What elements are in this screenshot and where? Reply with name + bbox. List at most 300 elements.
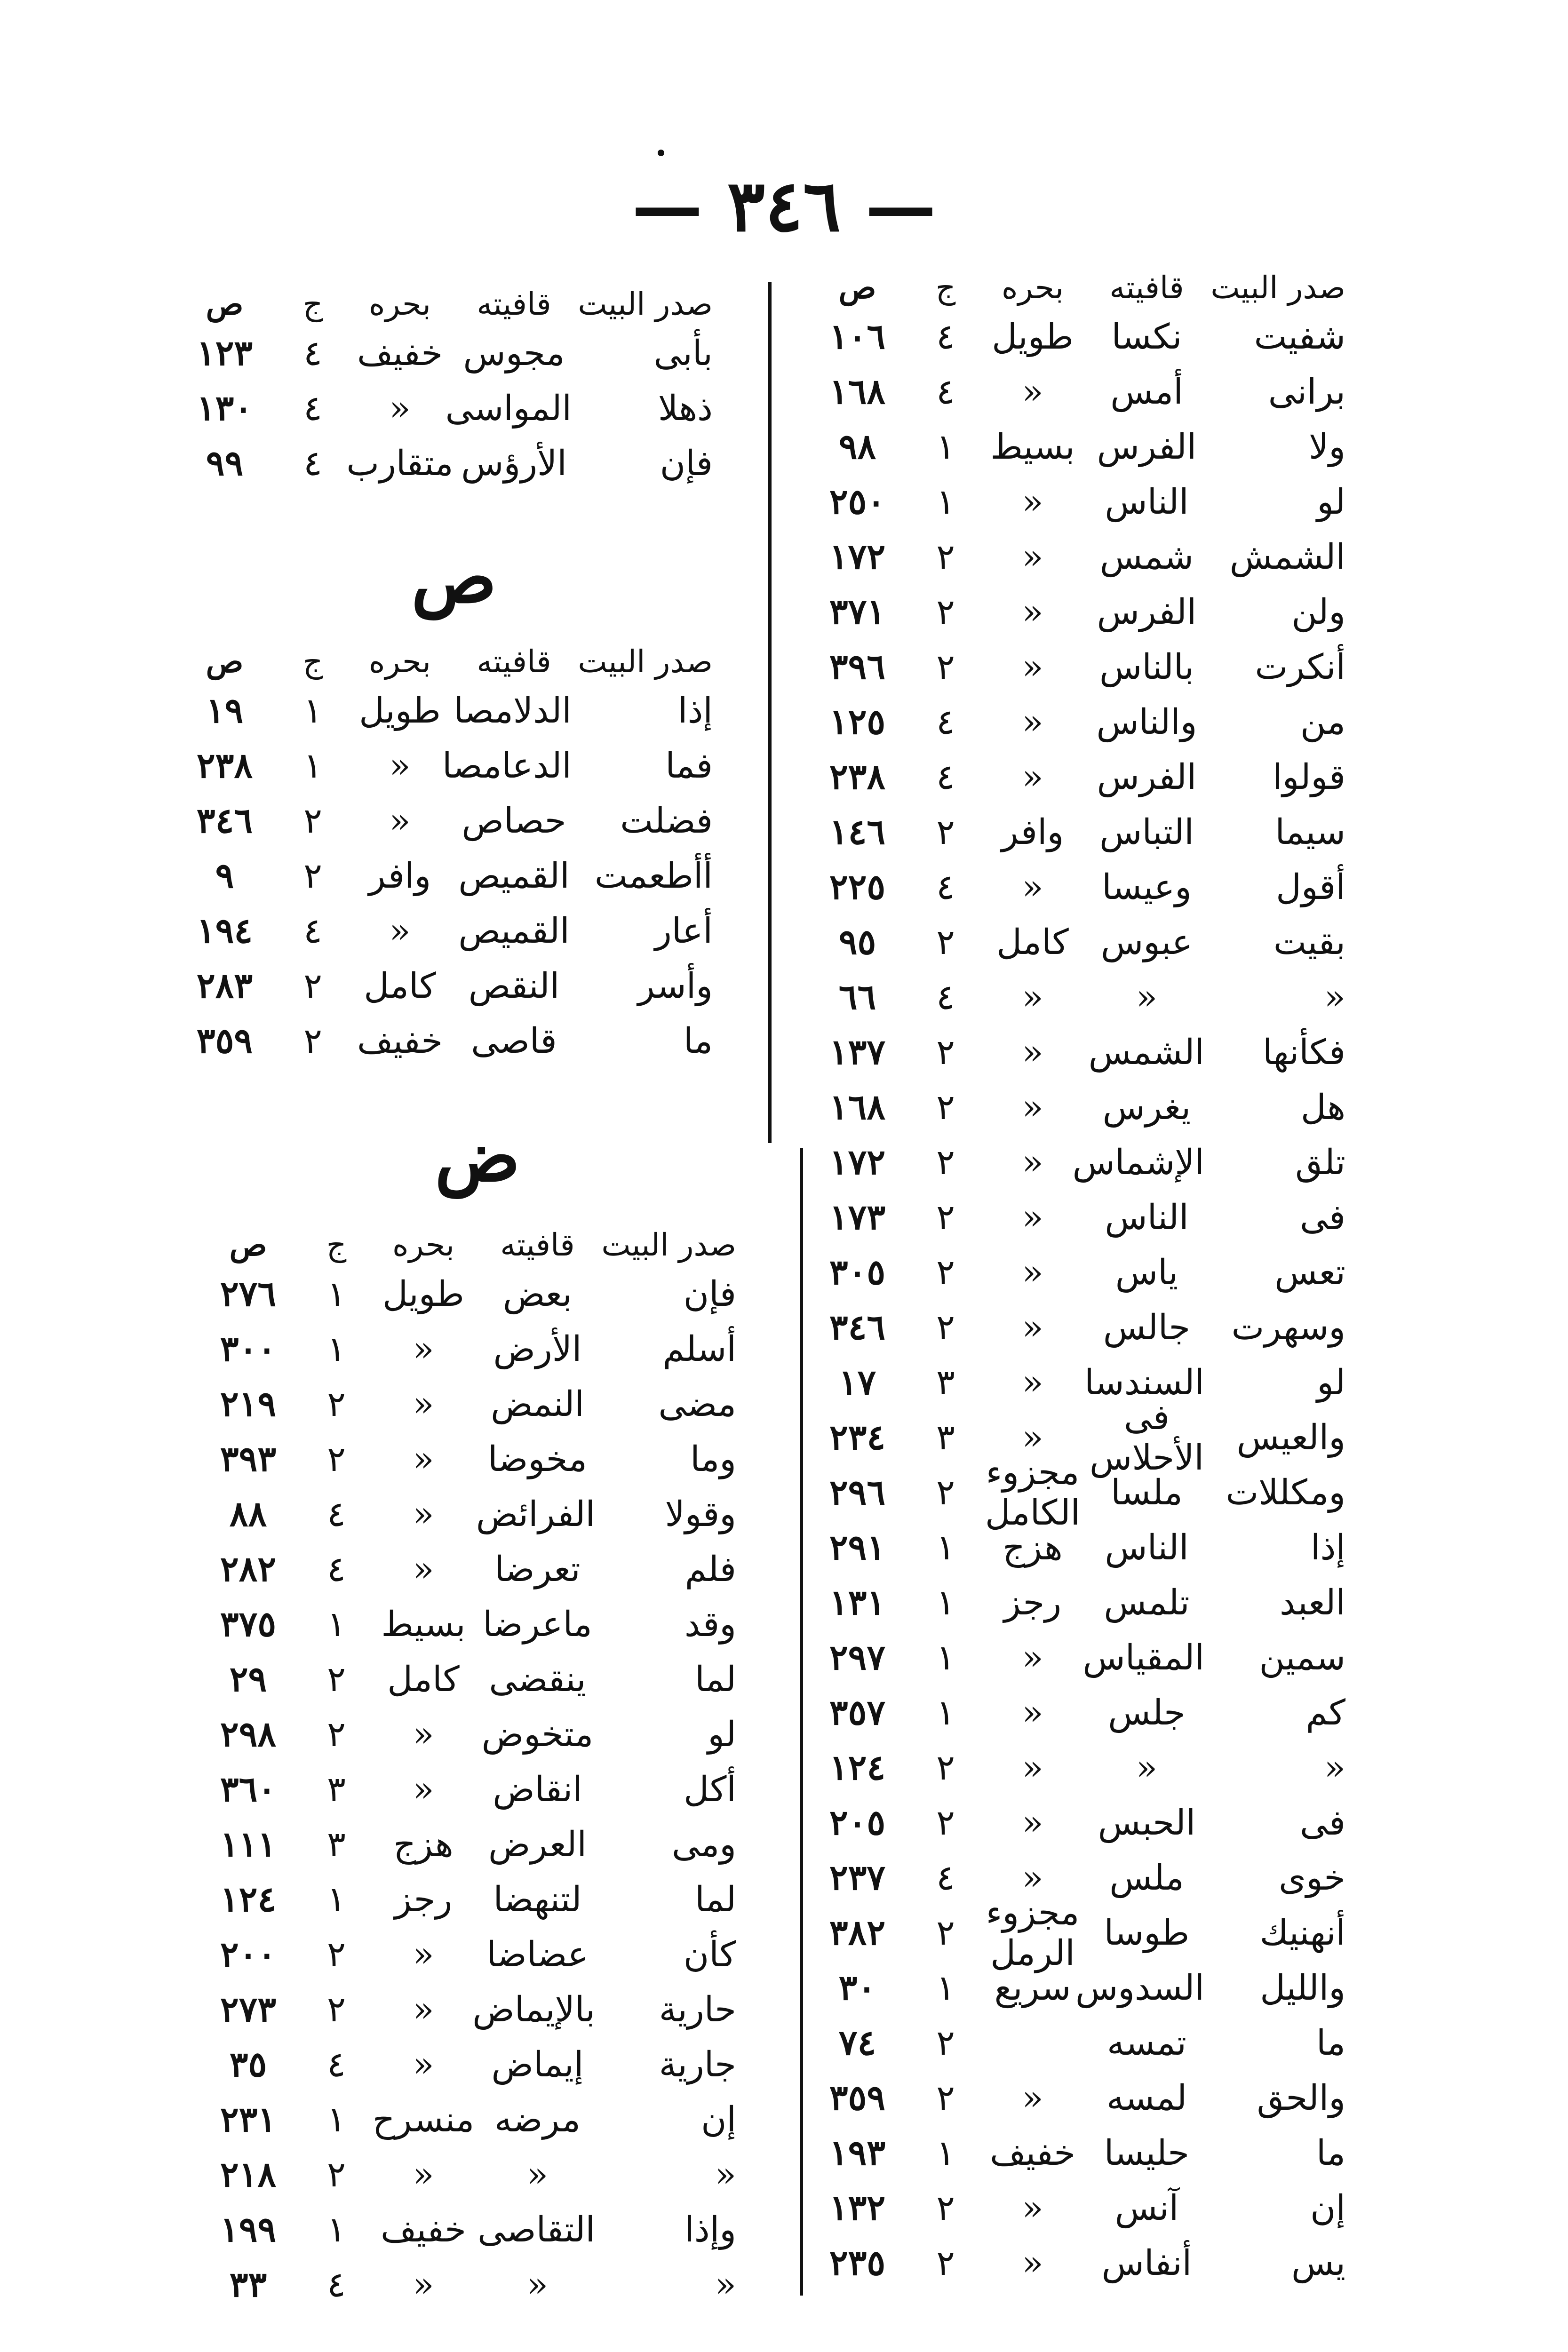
- verse-opening: هل: [1300, 1087, 1345, 1128]
- page-reference: ٣٩٦: [829, 646, 886, 687]
- volume-number: ٤: [303, 388, 322, 429]
- meter: وافر: [368, 855, 431, 896]
- rhyme-word: أمس: [1110, 371, 1183, 412]
- meter: «: [389, 800, 411, 841]
- header-sadr: صدر البيت: [578, 286, 713, 322]
- table-row: [800, 1080, 1345, 1135]
- table-row: [191, 2147, 736, 2202]
- volume-number: ١: [936, 1637, 955, 1678]
- rhyme-word: ماعرضا: [483, 1604, 592, 1645]
- meter: «: [413, 2264, 434, 2305]
- rhyme-word: مخوضا: [487, 1438, 587, 1479]
- rhyme-word: عضاضا: [486, 1934, 589, 1975]
- meter: «: [1022, 1197, 1043, 1238]
- verse-opening: أأطعمت: [594, 855, 713, 896]
- volume-number: ١: [936, 481, 955, 522]
- table-row: [800, 364, 1345, 419]
- volume-number: ٢: [936, 1802, 955, 1843]
- verse-opening: تعس: [1274, 1252, 1345, 1293]
- table-row: [800, 1245, 1345, 1300]
- rhyme-word: تمسه: [1106, 2022, 1187, 2063]
- header-row: [800, 266, 1345, 309]
- table-row: [191, 1376, 736, 1431]
- meter: «: [413, 1989, 434, 2030]
- volume-number: ٢: [327, 2154, 346, 2195]
- volume-number: ٤: [327, 2264, 346, 2305]
- rhyme-word: تلمس: [1104, 1582, 1190, 1623]
- header-juz: ج: [326, 1226, 347, 1263]
- rhyme-word: مرضه: [494, 2099, 581, 2140]
- page-reference: ٢٩١: [829, 1527, 886, 1568]
- verse-opening: وما: [690, 1438, 736, 1479]
- rhyme-word: متخوض: [481, 1714, 594, 1755]
- table-row: [167, 903, 713, 958]
- rhyme-word: التباس: [1099, 811, 1194, 852]
- meter: «: [1022, 1747, 1043, 1788]
- page-reference: ٣٥: [229, 2044, 267, 2085]
- page-reference: ٣٠٥: [829, 1252, 886, 1293]
- meter: «: [1022, 2077, 1043, 2118]
- header-bahr: بحره: [1002, 269, 1064, 306]
- meter: «: [1022, 1142, 1043, 1183]
- header-bahr: بحره: [369, 286, 431, 322]
- volume-number: ٤: [936, 371, 955, 412]
- header-sadr: صدر البيت: [601, 1226, 736, 1263]
- page-reference: ١٤٦: [829, 811, 886, 852]
- page-reference: ١٣٠: [196, 388, 253, 429]
- volume-number: ٢: [327, 1989, 346, 2030]
- verse-opening: فكأنها: [1262, 1032, 1345, 1073]
- verse-opening: ما: [1316, 2132, 1345, 2173]
- verse-opening: ذهلا: [658, 388, 713, 429]
- rhyme-word: المواسى: [445, 388, 572, 429]
- page-reference: ٣٧١: [829, 591, 886, 632]
- verse-opening: «: [1324, 1747, 1345, 1788]
- verse-opening: ومى: [671, 1824, 736, 1865]
- header-sadr: صدر البيت: [1210, 269, 1345, 306]
- verse-opening: لو: [1317, 481, 1345, 522]
- volume-number: ١: [936, 1692, 955, 1733]
- volume-number: ٢: [936, 2077, 955, 2118]
- verse-opening: فإن: [683, 1273, 736, 1314]
- header-row: [167, 640, 713, 683]
- verse-opening: أنكرت: [1255, 646, 1345, 687]
- volume-number: ٢: [303, 1020, 322, 1061]
- table-row: [191, 1431, 736, 1486]
- volume-number: ٤: [936, 316, 955, 357]
- rhyme-word: «: [526, 2264, 549, 2305]
- page-reference: ٢١٩: [220, 1383, 277, 1424]
- verse-opening: من: [1300, 701, 1345, 742]
- verse-opening: «: [715, 2264, 736, 2305]
- verse-opening: فى: [1299, 1197, 1345, 1238]
- meter: وافر: [1001, 811, 1064, 852]
- volume-number: ٢: [327, 1383, 346, 1424]
- rhyme-word: بالإيماض: [472, 1989, 595, 2030]
- rhyme-word: أنفاس: [1101, 2242, 1192, 2283]
- rhyme-word: الناس: [1105, 1527, 1189, 1568]
- table-row: [191, 1707, 736, 1762]
- verse-opening: وقولا: [665, 1494, 736, 1534]
- volume-number: ١: [936, 1967, 955, 2008]
- meter: هزج: [393, 1824, 454, 1865]
- left-top-rows: [167, 326, 713, 491]
- volume-number: ٢: [936, 1087, 955, 1128]
- rhyme-word: الناس: [1105, 1197, 1189, 1238]
- volume-number: ١: [936, 426, 955, 467]
- verse-opening: وسهرت: [1231, 1307, 1345, 1348]
- volume-number: ٢: [936, 1252, 955, 1293]
- volume-number: ٢: [936, 1747, 955, 1788]
- rhyme-word: عبوس: [1100, 922, 1193, 962]
- table-row: [800, 1892, 1345, 1973]
- rhyme-word: السندسا: [1084, 1362, 1204, 1403]
- volume-number: ٢: [327, 1714, 346, 1755]
- verse-opening: والحق: [1257, 2077, 1345, 2118]
- table-row: [800, 309, 1345, 364]
- table-row: [800, 2070, 1345, 2125]
- page-reference: ١٧٢: [829, 1142, 886, 1183]
- header-juz: ج: [935, 269, 956, 306]
- page-dot: [658, 150, 664, 156]
- table-row: [800, 2125, 1345, 2180]
- meter: «: [1022, 481, 1043, 522]
- volume-number: ٤: [327, 1494, 346, 1534]
- page-reference: ١٣٢: [829, 2187, 886, 2228]
- page-reference: ١٦٨: [829, 1087, 886, 1128]
- table-row: [800, 804, 1345, 859]
- table-row: [191, 1652, 736, 1707]
- header-page: ص: [206, 643, 244, 680]
- table-row: [191, 2037, 736, 2092]
- meter: مجزوء الرمل: [986, 1892, 1080, 1973]
- volume-number: ٢: [936, 1032, 955, 1073]
- verse-opening: إن: [1310, 2187, 1345, 2228]
- volume-number: ١: [303, 745, 322, 786]
- verse-opening: ما: [1316, 2022, 1345, 2063]
- volume-number: ٢: [327, 1438, 346, 1479]
- verse-opening: سمين: [1259, 1637, 1345, 1678]
- volume-number: ٢: [327, 1934, 346, 1975]
- page-reference: ٨٨: [229, 1494, 267, 1534]
- page-reference: ١٣٧: [829, 1032, 886, 1073]
- volume-number: ٢: [327, 1659, 346, 1700]
- volume-number: ١: [327, 2209, 346, 2250]
- table-row: [167, 381, 713, 436]
- rhyme-word: جلس: [1108, 1692, 1186, 1733]
- volume-number: ٤: [303, 910, 322, 951]
- header-juz: ج: [302, 286, 323, 322]
- page-reference: ٢٣١: [220, 2099, 277, 2140]
- page-reference: ٣٦٠: [220, 1769, 277, 1810]
- volume-number: ٢: [936, 1197, 955, 1238]
- verse-opening: برانى: [1268, 371, 1345, 412]
- meter: «: [1022, 1307, 1043, 1348]
- volume-number: ٢: [936, 536, 955, 577]
- rhyme-word: ينقضى: [489, 1659, 586, 1700]
- table-row: [191, 1762, 736, 1817]
- meter: «: [413, 1494, 434, 1534]
- volume-number: ٤: [936, 756, 955, 797]
- rhyme-word: الحبس: [1098, 1802, 1196, 1843]
- page-reference: ١٣١: [829, 1582, 886, 1623]
- header-qafiya: قافيته: [477, 643, 551, 680]
- meter: «: [1022, 1032, 1043, 1073]
- meter: خفيف: [357, 333, 443, 373]
- section-title-sad: ص: [411, 536, 497, 619]
- volume-number: ١: [303, 690, 322, 731]
- page-reference: ٢٥٠: [829, 481, 886, 522]
- rhyme-word: قاصى: [471, 1020, 557, 1061]
- page-reference: ٩٨: [838, 426, 876, 467]
- table-row: [800, 1025, 1345, 1080]
- meter: «: [1022, 1252, 1043, 1293]
- table-row: [167, 683, 713, 738]
- meter: «: [1022, 2187, 1043, 2228]
- header-row: [167, 282, 713, 326]
- verse-opening: ومكللات: [1226, 1472, 1345, 1513]
- table-row: [800, 1630, 1345, 1685]
- table-row: [800, 1740, 1345, 1795]
- left-sad-rows: [167, 683, 713, 1068]
- table-row: [800, 1190, 1345, 1245]
- page-reference: ٣٧٥: [220, 1604, 277, 1645]
- volume-number: ١: [936, 1527, 955, 1568]
- meter: طويل: [359, 690, 441, 731]
- meter: طويل: [992, 316, 1074, 357]
- header-qafiya: قافيته: [477, 286, 551, 322]
- page-reference: ٣٥٩: [829, 2077, 886, 2118]
- verse-opening: فلم: [685, 1549, 736, 1589]
- verse-opening: «: [715, 2154, 736, 2195]
- volume-number: ١: [936, 1582, 955, 1623]
- meter: «: [1022, 866, 1043, 907]
- table-row: [800, 2235, 1345, 2290]
- meter: كامل: [996, 922, 1069, 962]
- volume-number: ١: [327, 1604, 346, 1645]
- right-rows: [800, 309, 1345, 2290]
- volume-number: ٢: [936, 1142, 955, 1183]
- verse-opening: لو: [708, 1714, 736, 1755]
- table-row: [167, 793, 713, 848]
- meter: «: [1022, 1417, 1043, 1458]
- rhyme-word: بالناس: [1099, 646, 1194, 687]
- table-row: [191, 1542, 736, 1597]
- page-reference: ٢٣٥: [829, 2242, 886, 2283]
- rhyme-word: فى الأحلاس: [1090, 1397, 1204, 1478]
- volume-number: ٤: [936, 701, 955, 742]
- meter: «: [1022, 2242, 1043, 2283]
- volume-number: ٢: [936, 922, 955, 962]
- verse-opening: كأن: [683, 1934, 736, 1975]
- verse-opening: قولوا: [1273, 756, 1345, 797]
- volume-number: ٣: [327, 1824, 346, 1865]
- page-reference: ٢٠٠: [220, 1934, 277, 1975]
- rhyme-word: الدلامصا: [454, 690, 572, 731]
- page-reference: ٣٥٧: [829, 1692, 886, 1733]
- rhyme-word: الفرس: [1097, 756, 1197, 797]
- page-reference: ٢٣٧: [829, 1857, 886, 1898]
- meter: منسرح: [372, 2099, 475, 2140]
- meter: «: [1022, 701, 1043, 742]
- meter: «: [413, 2044, 434, 2085]
- table-row: [191, 1872, 736, 1927]
- meter: «: [413, 1714, 434, 1755]
- meter: «: [413, 1438, 434, 1479]
- table-row: [800, 1300, 1345, 1355]
- header-bahr: بحره: [369, 643, 431, 680]
- table-row: [800, 1520, 1345, 1575]
- column-divider-upper: [768, 282, 772, 1143]
- verse-opening: سيما: [1275, 811, 1345, 852]
- table-row: [800, 749, 1345, 804]
- verse-opening: فإن: [660, 443, 713, 484]
- page-reference: ١١١: [220, 1824, 277, 1865]
- volume-number: ٢: [936, 1912, 955, 1953]
- table-row: [800, 1795, 1345, 1850]
- page-reference: ٢٩: [229, 1659, 267, 1700]
- volume-number: ٤: [303, 443, 322, 484]
- verse-opening: فما: [665, 745, 713, 786]
- left-sad-table: [167, 640, 713, 1068]
- rhyme-word: ملسا: [1111, 1472, 1183, 1513]
- page-reference: ٢٩٧: [829, 1637, 886, 1678]
- table-row: [800, 639, 1345, 694]
- table-row: [191, 2202, 736, 2257]
- volume-number: ٤: [327, 1549, 346, 1589]
- volume-number: ٢: [936, 591, 955, 632]
- page-reference: ١٩٣: [829, 2132, 886, 2173]
- table-row: [800, 529, 1345, 584]
- table-row: [800, 914, 1345, 969]
- page-reference: ١٦٨: [829, 371, 886, 412]
- page-reference: ٢٠٥: [829, 1802, 886, 1843]
- meter: خفيف: [357, 1020, 443, 1061]
- page-reference: ٢١٨: [220, 2154, 277, 2195]
- table-row: [800, 2015, 1345, 2070]
- verse-opening: إذا: [1310, 1527, 1345, 1568]
- rhyme-word: إيماض: [491, 2044, 584, 2085]
- rhyme-word: انقاض: [493, 1769, 582, 1810]
- meter: «: [1022, 536, 1043, 577]
- table-row: [191, 1597, 736, 1652]
- verse-opening: والعيس: [1236, 1417, 1345, 1458]
- rhyme-word: شمس: [1099, 536, 1194, 577]
- verse-opening: «: [1324, 977, 1345, 1017]
- volume-number: ٢: [936, 1307, 955, 1348]
- verse-opening: يس: [1291, 2242, 1345, 2283]
- page-reference: ٣٣: [229, 2264, 267, 2305]
- table-row: [191, 1817, 736, 1872]
- page-reference: ١٢٤: [829, 1747, 886, 1788]
- header-row: [191, 1223, 736, 1266]
- page-reference: ١٢٣: [196, 333, 253, 373]
- verse-opening: إذا: [677, 690, 713, 731]
- meter: رجز: [1003, 1582, 1062, 1623]
- rhyme-word: المقياس: [1082, 1637, 1204, 1678]
- table-row: [191, 2257, 736, 2312]
- meter: كامل: [364, 965, 436, 1006]
- page-reference: ١٠٦: [829, 316, 886, 357]
- meter: «: [413, 1328, 434, 1369]
- table-row: [191, 1982, 736, 2037]
- page-reference: ١٢٤: [220, 1879, 277, 1920]
- header-page: ص: [838, 269, 876, 306]
- verse-opening: الشمش: [1229, 536, 1345, 577]
- volume-number: ٢: [936, 1472, 955, 1513]
- meter: بسيط: [990, 426, 1075, 467]
- page-reference: ٩: [215, 855, 234, 896]
- volume-number: ٢: [936, 646, 955, 687]
- table-row: [191, 1321, 736, 1376]
- volume-number: ٢: [936, 811, 955, 852]
- page-reference: ٢٩٦: [829, 1472, 886, 1513]
- volume-number: ٢: [936, 2187, 955, 2228]
- left-dad-rows: [191, 1266, 736, 2312]
- meter: «: [1022, 1857, 1043, 1898]
- meter: «: [389, 745, 411, 786]
- volume-number: ٤: [936, 866, 955, 907]
- verse-opening: أنهنيك: [1259, 1912, 1345, 1953]
- page-reference: ٢٨٢: [220, 1549, 277, 1589]
- rhyme-word: لتنهضا: [493, 1879, 582, 1920]
- verse-opening: ولا: [1309, 426, 1345, 467]
- table-row: [191, 2092, 736, 2147]
- header-sadr: صدر البيت: [578, 643, 713, 680]
- rhyme-word: تعرضا: [494, 1549, 581, 1589]
- right-index-table: [800, 266, 1345, 2290]
- meter: «: [1022, 1802, 1043, 1843]
- verse-opening: حارية: [659, 1989, 736, 2030]
- volume-number: ١: [327, 1328, 346, 1369]
- rhyme-word: جالس: [1103, 1307, 1191, 1348]
- verse-opening: خوى: [1279, 1857, 1345, 1898]
- rhyme-word: «: [526, 2154, 549, 2195]
- meter: خفيف: [989, 2132, 1076, 2173]
- verse-opening: ما: [683, 1020, 713, 1061]
- rhyme-word: الشمس: [1088, 1032, 1204, 1073]
- table-row: [800, 584, 1345, 639]
- left-dad-table: [191, 1223, 736, 2312]
- rhyme-word: العرض: [488, 1824, 587, 1865]
- rhyme-word: السدوس: [1075, 1967, 1204, 2008]
- verse-opening: ولن: [1291, 591, 1345, 632]
- rhyme-word: الأرؤس: [461, 443, 567, 484]
- meter: «: [413, 1383, 434, 1424]
- volume-number: ٢: [303, 855, 322, 896]
- rhyme-word: الفرس: [1097, 426, 1197, 467]
- volume-number: ٣: [327, 1769, 346, 1810]
- page-reference: ٢٣٤: [829, 1417, 886, 1458]
- volume-number: ٤: [936, 1857, 955, 1898]
- page-reference: ٢٣٨: [829, 756, 886, 797]
- header-juz: ج: [302, 643, 323, 680]
- rhyme-word: التقاصى: [478, 2209, 595, 2250]
- page-reference: ٣٥٩: [196, 1020, 253, 1061]
- meter: «: [1022, 591, 1043, 632]
- table-row: [800, 1452, 1345, 1533]
- rhyme-word: لمسه: [1106, 2077, 1187, 2118]
- meter: «: [413, 1769, 434, 1810]
- page-reference: ٣٨٢: [829, 1912, 886, 1953]
- verse-opening: وقد: [685, 1604, 736, 1645]
- verse-opening: لما: [695, 1879, 736, 1920]
- table-row: [800, 859, 1345, 914]
- table-row: [167, 848, 713, 903]
- table-row: [800, 1355, 1345, 1410]
- rhyme-word: الفرس: [1097, 591, 1197, 632]
- verse-opening: لما: [695, 1659, 736, 1700]
